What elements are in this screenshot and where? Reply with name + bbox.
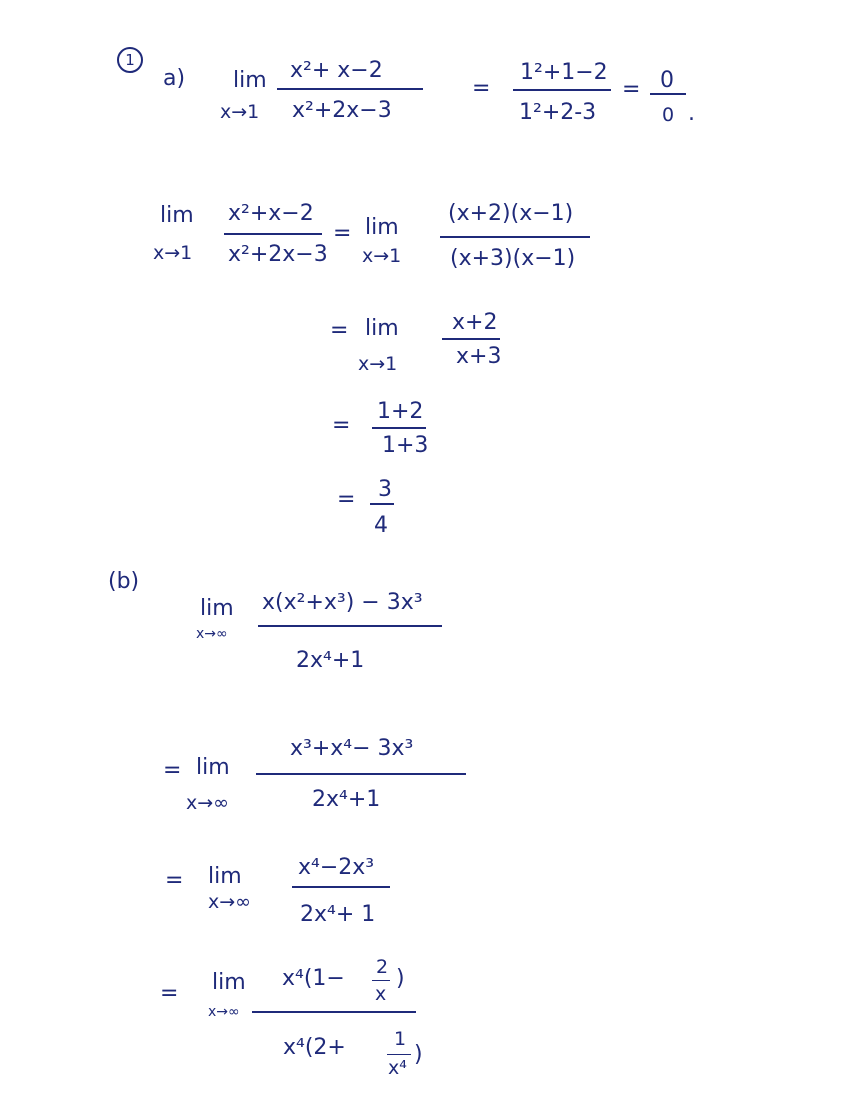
fraction-denominator: 2x⁴+1 — [312, 787, 381, 812]
fraction-numerator: x(x²+x³) − 3x³ — [262, 590, 423, 615]
limit-symbol: lim — [212, 970, 246, 995]
fraction-bar — [387, 1054, 411, 1055]
fraction-numerator: x²+x−2 — [228, 201, 314, 226]
limit-subscript: x→1 — [220, 101, 260, 123]
factored-denominator: (x+3)(x−1) — [450, 246, 576, 271]
substitution-numerator: 1²+1−2 — [520, 60, 608, 85]
fraction-bar — [252, 1011, 416, 1013]
fraction-bar — [258, 625, 442, 627]
fraction-bar — [277, 88, 423, 90]
limit-subscript: x→1 — [358, 353, 398, 375]
equals-sign: = — [472, 76, 491, 101]
fraction-bar — [224, 233, 322, 235]
equals-sign: = — [337, 487, 356, 512]
fraction-bar — [370, 503, 394, 505]
fraction-denominator: x²+2x−3 — [292, 98, 392, 123]
limit-symbol: lim — [200, 596, 234, 621]
factored-numerator: x⁴(1− — [282, 966, 345, 991]
factored-denominator: x⁴(2+ — [283, 1035, 346, 1060]
fraction-bar — [372, 427, 426, 429]
fraction-bar — [256, 773, 466, 775]
equals-sign: = — [165, 868, 184, 893]
equals-sign: = — [163, 758, 182, 783]
limit-subscript: x→1 — [362, 245, 402, 267]
fraction-bar — [372, 980, 390, 981]
period: . — [688, 101, 695, 126]
fraction-denominator: x+3 — [456, 344, 502, 369]
inner-fraction-denominator: x⁴ — [388, 1057, 407, 1079]
inner-fraction-numerator: 2 — [376, 956, 389, 978]
fraction-denominator: 4 — [374, 513, 388, 538]
limit-subscript: x→∞ — [186, 792, 229, 814]
inner-fraction-numerator: 1 — [394, 1028, 407, 1050]
limit-symbol: lim — [196, 755, 230, 780]
fraction-bar — [513, 89, 611, 91]
fraction-numerator: 1+2 — [377, 399, 424, 424]
equals-sign: = — [333, 221, 352, 246]
result-denominator: 0 — [662, 104, 675, 126]
limit-subscript: x→∞ — [196, 626, 228, 642]
closing-paren: ) — [414, 1042, 423, 1067]
result-numerator: 0 — [660, 68, 674, 93]
equals-sign: = — [330, 318, 349, 343]
fraction-bar — [650, 93, 686, 95]
closing-paren: ) — [396, 966, 405, 991]
fraction-denominator: x²+2x−3 — [228, 242, 328, 267]
fraction-numerator: x⁴−2x³ — [298, 855, 375, 880]
equals-sign: = — [332, 413, 351, 438]
inner-fraction-denominator: x — [375, 983, 387, 1005]
fraction-numerator: x³+x⁴− 3x³ — [290, 736, 414, 761]
fraction-bar — [292, 886, 390, 888]
part-a-label: a) — [163, 66, 186, 91]
limit-symbol: lim — [365, 316, 399, 341]
limit-symbol: lim — [208, 864, 242, 889]
limit-subscript: x→∞ — [208, 1004, 240, 1020]
fraction-denominator: 2x⁴+ 1 — [300, 902, 376, 927]
problem-number: 1 — [117, 47, 143, 73]
limit-symbol: lim — [233, 68, 267, 93]
fraction-denominator: 1+3 — [382, 433, 429, 458]
factored-numerator: (x+2)(x−1) — [448, 201, 574, 226]
fraction-numerator: x+2 — [452, 310, 498, 335]
fraction-bar — [442, 338, 500, 340]
fraction-numerator: 3 — [378, 477, 392, 502]
limit-symbol: lim — [365, 215, 399, 240]
equals-sign: = — [622, 77, 641, 102]
limit-subscript: x→1 — [153, 242, 193, 264]
fraction-denominator: 2x⁴+1 — [296, 648, 365, 673]
equals-sign: = — [160, 981, 179, 1006]
fraction-bar — [440, 236, 590, 238]
fraction-numerator: x²+ x−2 — [290, 58, 383, 83]
part-b-label: (b) — [108, 569, 140, 594]
substitution-denominator: 1²+2-3 — [519, 100, 597, 125]
limit-symbol: lim — [160, 203, 194, 228]
limit-subscript: x→∞ — [208, 891, 251, 913]
